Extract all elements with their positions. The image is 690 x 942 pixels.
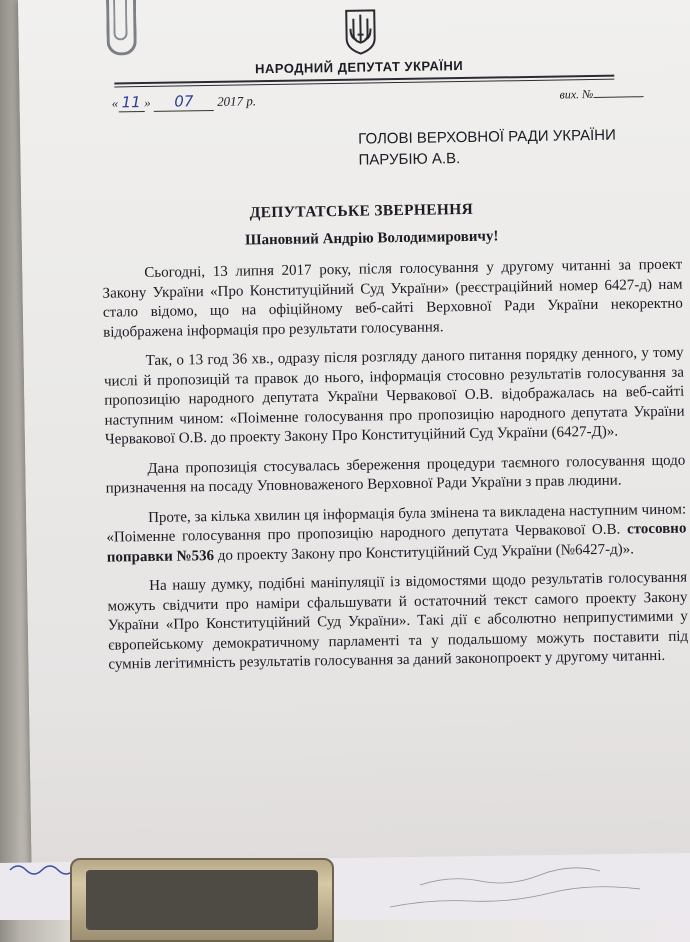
paper-clip-inner (113, 0, 128, 41)
paragraph-5: На нашу думку, подібні маніпуляції із відомостями щодо результатів голосування можуть свідчити про наміри сфальшувати й остаточний текст самого проекту Закону України «Про Конституційний Суд України». Такі дії є абсолютно неприпустимими у європейському демократичному парламенті та у подальшому можуть поставити під сумнів легітимність результатів голосування за даний законопроект у другому читанні. (107, 569, 689, 673)
smartphone-object (70, 858, 334, 942)
addressee-block (358, 125, 616, 171)
paragraph-3: Дана пропозиція стосувалась збереження процедури таємного голосування щодо призначення на посаду Уповноваженого Верховної Ради України з прав людини. (105, 452, 686, 497)
letter-sheet (18, 0, 690, 870)
outgoing-number-label: вих. № (559, 86, 594, 102)
date-month: 07 (154, 92, 214, 112)
date-open-quote: « (111, 95, 119, 111)
outgoing-number (559, 86, 643, 102)
addressee-line-2: ПАРУБІЮ А.В. (358, 150, 461, 169)
letterhead-title: НАРОДНИЙ ДЕПУТАТ УКРАЇНИ (254, 58, 464, 77)
date-year: 2017 р. (216, 93, 257, 109)
amendment-reference: стосовно поправки №536 (106, 520, 687, 566)
paragraph-4-end: до проекту Закону про Конституційний Суд України (№6427-д)». (213, 540, 635, 564)
date-day: 11 (118, 93, 144, 112)
date-close-quote: » (144, 94, 151, 111)
document-title: ДЕПУТАТСЬКЕ ЗВЕРНЕННЯ (249, 200, 474, 222)
paragraph-1: Сьогодні, 13 липня 2017 року, після голосування у другому читанні за проект Закону України «Про Конституційний Суд України» (реєстраційний номер 6427-д) нам стало відомо, що на офіційному веб-сайті Верховної Ради України некоректно відображена інформація про результати голосування. (102, 256, 683, 341)
paragraph-4-start: Проте, за кілька хвилин ця інформація була змінена та викладена наступним чином: «Поіменне голосування про пропозицію народного депутата Червакової О.В. (106, 501, 687, 546)
letter-body (102, 256, 689, 686)
date-line (111, 91, 256, 112)
outgoing-number-blank (593, 96, 643, 98)
paragraph-2: Так, о 13 год 36 хв., одразу після розгляду даного питання порядку денного, у тому числі й пропозицій та правок до нього, інформація стосовно результатів голосування за пропозицію народного депутата України Червакової О.В. відображалась на веб-сайті наступним чином: «Поіменне голосування про пропозицію народного депутата України Червакової О.В. до проекту Закону Про Конституційний Суд України (6427-Д)». (103, 344, 685, 448)
smartphone-screen (86, 870, 318, 930)
salutation: Шановний Андрію Володимировичу! (244, 228, 499, 249)
addressee-line-1: ГОЛОВІ ВЕРХОВНОЇ РАДИ УКРАЇНИ (358, 126, 616, 148)
paragraph-4 (106, 500, 687, 568)
trident-emblem-icon (343, 8, 378, 55)
